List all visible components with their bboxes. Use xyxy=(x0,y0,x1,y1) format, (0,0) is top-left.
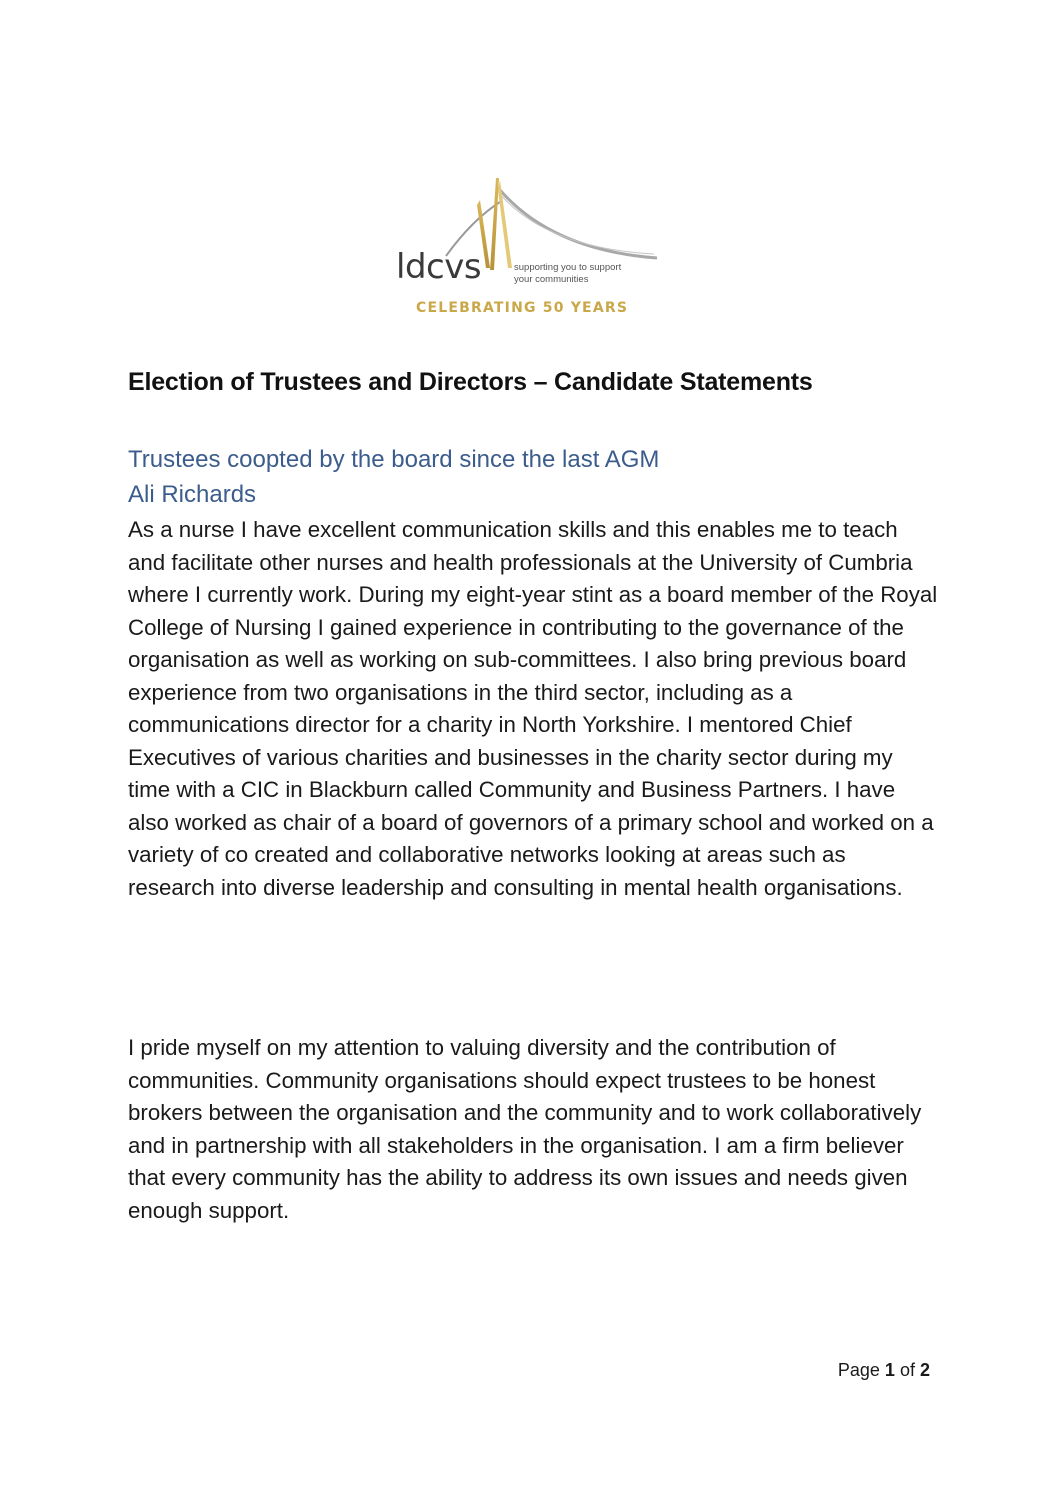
section-heading: Trustees coopted by the board since the last AGM xyxy=(128,446,660,473)
page-number xyxy=(790,1360,930,1381)
page-label: Page xyxy=(837,1360,880,1380)
logo-banner: CELEBRATING 50 YEARS xyxy=(416,300,629,316)
statement-paragraph-1: As a nurse I have excellent communication skills and this enables me to teach and facilitate other nurses and health professionals at the University of Cumbria where I currently work. During my eight-year stint as a board member of the Royal College of Nursing I gained experience in contributing to the governance of the organisation as well as working on sub-committees. I also bring previous board experience from two organisations in the third sector, including as a communications director for a charity in North Yorkshire. I mentored Chief Executives of various charities and businesses in the charity sector during my time with a CIC in Blackburn called Community and Business Partners. I have also worked as chair of a board of governors of a primary school and worked on a variety of co created and collaborative networks looking at areas such as research into diverse leadership and consulting in mental health organisations. xyxy=(128,517,938,900)
bridge-arc-icon xyxy=(500,190,657,258)
logo-tagline-2: your communities xyxy=(514,274,589,285)
document-title: Election of Trustees and Directors – Candidate Statements xyxy=(128,368,813,396)
total-pages: 2 xyxy=(919,1360,930,1380)
candidate-name: Ali Richards xyxy=(128,481,257,508)
current-page: 1 xyxy=(884,1360,895,1380)
logo-wordmark: ldcvs xyxy=(396,247,482,287)
statement-paragraph-2: I pride myself on my attention to valuing diversity and the contribution of communities. Community organisations should expect trustees to be honest brokers between the organisation and the community and to work collaboratively and in partnership with all stakeholders in the organisation. I am a firm believer that every community has the ability to address its own issues and needs given enough support. xyxy=(128,1035,922,1223)
ldcvs-logo xyxy=(372,150,682,340)
of-label: of xyxy=(899,1360,915,1380)
logo-tagline-1: supporting you to support xyxy=(514,262,622,273)
